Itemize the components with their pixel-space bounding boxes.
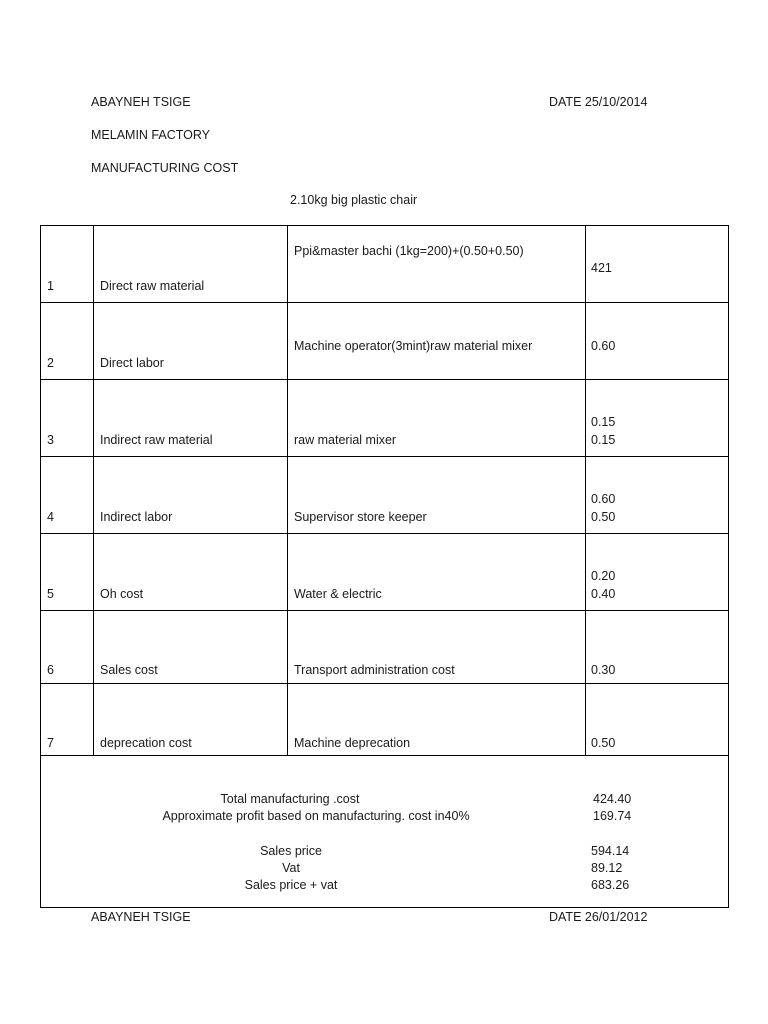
cost-item: deprecation cost bbox=[100, 736, 192, 750]
row-number: 2 bbox=[47, 356, 54, 370]
total-value: 424.40 bbox=[593, 792, 632, 806]
row-number: 4 bbox=[47, 510, 54, 524]
footer-date: DATE 26/01/2012 bbox=[549, 910, 648, 924]
cost-item: Indirect raw material bbox=[100, 433, 213, 447]
document-date: DATE 25/10/2014 bbox=[549, 95, 648, 109]
row-divider bbox=[40, 683, 729, 684]
product-name: 2.10kg big plastic chair bbox=[290, 193, 418, 207]
row-divider bbox=[40, 610, 729, 611]
footer-name: ABAYNEH TSIGE bbox=[91, 910, 191, 924]
cost-description: Transport administration cost bbox=[294, 663, 455, 677]
row-divider bbox=[40, 533, 729, 534]
column-divider bbox=[585, 225, 586, 756]
vat-value: 89.12 bbox=[591, 861, 623, 875]
cost-value: 421 bbox=[591, 261, 612, 275]
sales-price-vat-label: Sales price + vat bbox=[244, 878, 338, 892]
profit-value: 169.74 bbox=[593, 809, 632, 823]
row-number: 1 bbox=[47, 279, 54, 293]
company-name: MELAMIN FACTORY bbox=[91, 128, 211, 142]
cost-item: Sales cost bbox=[100, 663, 158, 677]
cost-item: Direct raw material bbox=[100, 279, 205, 293]
cost-item: Indirect labor bbox=[100, 510, 173, 524]
cost-description: Water & electric bbox=[294, 587, 382, 601]
cost-description: Machine operator(3mint)raw material mixer bbox=[294, 339, 533, 353]
cost-value: 0.30 bbox=[591, 663, 616, 677]
cost-description: Ppi&master bachi (1kg=200)+(0.50+0.50) bbox=[294, 244, 524, 258]
sales-price-value: 594.14 bbox=[591, 844, 630, 858]
cost-item: Direct labor bbox=[100, 356, 164, 370]
row-divider bbox=[40, 379, 729, 380]
cost-value: 0.60 bbox=[591, 492, 616, 506]
cost-description: Machine deprecation bbox=[294, 736, 411, 750]
cost-value: 0.40 bbox=[591, 587, 616, 601]
cost-description: raw material mixer bbox=[294, 433, 397, 447]
row-number: 5 bbox=[47, 587, 54, 601]
row-number: 7 bbox=[47, 736, 54, 750]
vat-label: Vat bbox=[282, 861, 300, 875]
sales-price-label: Sales price bbox=[260, 844, 322, 858]
author-name: ABAYNEH TSIGE bbox=[91, 95, 191, 109]
cost-value: 0.15 bbox=[591, 433, 616, 447]
cost-value: 0.50 bbox=[591, 510, 616, 524]
cost-value: 0.20 bbox=[591, 569, 616, 583]
cost-value: 0.15 bbox=[591, 415, 616, 429]
row-divider bbox=[40, 302, 729, 303]
cost-value: 0.60 bbox=[591, 339, 616, 353]
column-divider bbox=[93, 225, 94, 756]
column-divider bbox=[287, 225, 288, 756]
cost-item: Oh cost bbox=[100, 587, 144, 601]
row-number: 6 bbox=[47, 663, 54, 677]
profit-label: Approximate profit based on manufacturing. cost in40% bbox=[162, 809, 470, 823]
document-title: MANUFACTURING COST bbox=[91, 161, 239, 175]
row-number: 3 bbox=[47, 433, 54, 447]
row-divider bbox=[40, 456, 729, 457]
sales-price-vat-value: 683.26 bbox=[591, 878, 630, 892]
cost-description: Supervisor store keeper bbox=[294, 510, 427, 524]
cost-value: 0.50 bbox=[591, 736, 616, 750]
total-label: Total manufacturing .cost bbox=[220, 792, 360, 806]
